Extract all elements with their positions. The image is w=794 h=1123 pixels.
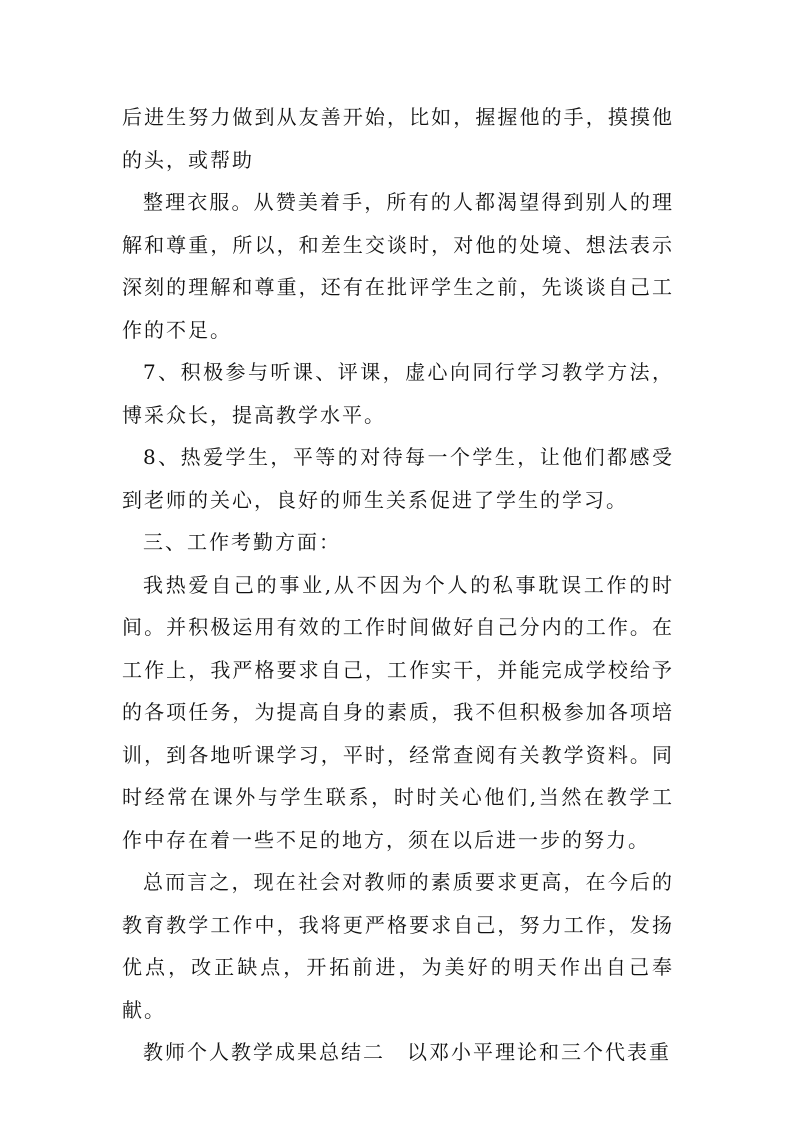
paragraph-7: 教师个人教学成果总结二 以邓小平理论和三个代表重 <box>143 1040 671 1064</box>
paragraph-2: 整理衣服。从赞美着手，所有的人都渴望得到别人的理解和尊重，所以，和差生交谈时，对他的处境、想法表示深刻的理解和尊重，还有在批评学生之前，先谈谈自己工作的不足。 <box>122 190 674 342</box>
section-heading: 三、工作考勤方面： <box>143 530 341 554</box>
document-body <box>122 96 674 1074</box>
paragraph-4: 8、热爱学生，平等的对待每一个学生，让他们都感受到老师的关心，良好的师生关系促进了学生的学习。 <box>122 445 674 512</box>
paragraph-5: 我热爱自己的事业,从不因为个人的私事耽误工作的时间。并积极运用有效的工作时间做好自己分内的工作。在工作上，我严格要求自己，工作实干，并能完成学校给予的各项任务，为提高自身的素质，我不但积极参加各项培训，到各地听课学习，平时，经常查阅有关教学资料。同时经常在课外与学生联系，时时关心他们,当然在教学工作中存在着一些不足的地方，须在以后进一步的努力。 <box>122 572 674 852</box>
paragraph-1: 后进生努力做到从友善开始，比如，握握他的手，摸摸他的头，或帮助 <box>122 105 674 172</box>
paragraph-6: 总而言之，现在社会对教师的素质要求更高，在今后的教育教学工作中，我将更严格要求自己，努力工作，发扬优点，改正缺点，开拓前进，为美好的明天作出自己奉献。 <box>122 870 674 1022</box>
paragraph-3: 7、积极参与听课、评课，虚心向同行学习教学方法，博采众长，提高教学水平。 <box>122 360 674 427</box>
